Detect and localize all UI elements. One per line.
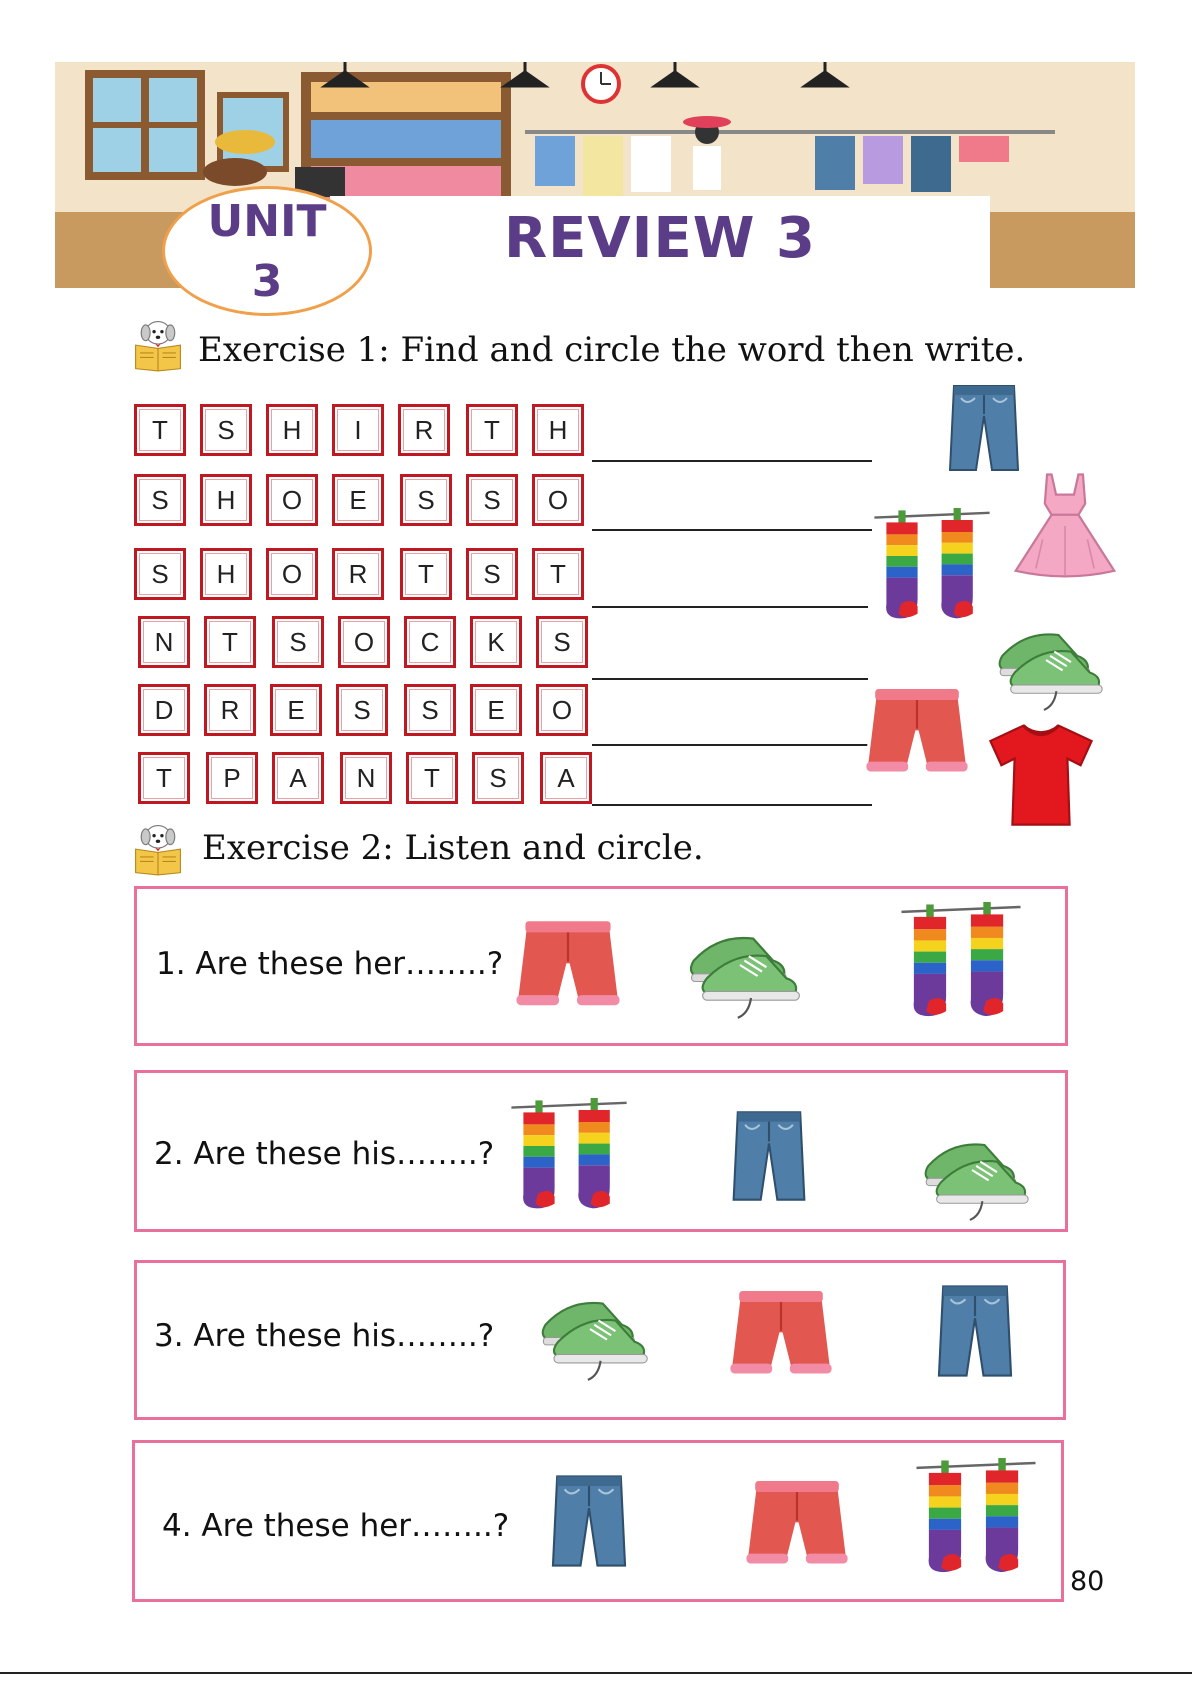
- letter-box[interactable]: T: [466, 404, 518, 456]
- write-line[interactable]: [592, 606, 868, 608]
- exercise2-heading: Exercise 2: Listen and circle.: [202, 828, 704, 868]
- shoes-icon: [978, 608, 1114, 712]
- write-line[interactable]: [592, 529, 872, 531]
- letter-box[interactable]: S: [336, 684, 388, 736]
- letter-box[interactable]: N: [138, 616, 190, 668]
- letter-box[interactable]: E: [270, 684, 322, 736]
- shoes-icon[interactable]: [904, 1118, 1040, 1222]
- letter-box[interactable]: D: [138, 684, 190, 736]
- socks-icon[interactable]: [506, 1098, 632, 1218]
- letter-box[interactable]: R: [204, 684, 256, 736]
- letter-box[interactable]: S: [134, 548, 186, 600]
- letter-box[interactable]: S: [472, 752, 524, 804]
- letter-box[interactable]: S: [134, 474, 186, 526]
- letter-box[interactable]: H: [200, 548, 252, 600]
- letter-box[interactable]: E: [332, 474, 384, 526]
- socks-icon[interactable]: [912, 1458, 1040, 1582]
- letter-box[interactable]: K: [470, 616, 522, 668]
- question-text: 1. Are these her……..?: [156, 946, 504, 982]
- page-number: 80: [1070, 1566, 1105, 1597]
- dress-icon: [1006, 470, 1124, 582]
- write-line[interactable]: [592, 804, 872, 806]
- letter-box[interactable]: A: [272, 752, 324, 804]
- letter-box[interactable]: H: [200, 474, 252, 526]
- shorts-icon: [852, 678, 982, 788]
- letter-box[interactable]: S: [536, 616, 588, 668]
- pants-icon: [930, 378, 1038, 478]
- letter-box[interactable]: C: [404, 616, 456, 668]
- letter-box[interactable]: R: [398, 404, 450, 456]
- letter-box[interactable]: S: [272, 616, 324, 668]
- letter-box[interactable]: O: [266, 474, 318, 526]
- letter-box[interactable]: T: [138, 752, 190, 804]
- pants-icon[interactable]: [534, 1468, 644, 1574]
- letter-box[interactable]: N: [340, 752, 392, 804]
- question-text: 3. Are these his……..?: [154, 1318, 495, 1354]
- pants-icon[interactable]: [920, 1278, 1030, 1384]
- letter-box[interactable]: E: [470, 684, 522, 736]
- write-line[interactable]: [592, 460, 872, 462]
- question-text: 2. Are these his……..?: [154, 1136, 495, 1172]
- exercise1-heading: Exercise 1: Find and circle the word then write.: [198, 330, 1026, 370]
- letter-box[interactable]: P: [206, 752, 258, 804]
- shorts-icon[interactable]: [716, 1280, 846, 1390]
- letter-box[interactable]: R: [332, 548, 384, 600]
- puppy-reading-book-icon: [130, 316, 186, 372]
- letter-box[interactable]: H: [266, 404, 318, 456]
- letter-box[interactable]: H: [532, 404, 584, 456]
- bottom-rule: [0, 1672, 1192, 1674]
- letter-box[interactable]: T: [406, 752, 458, 804]
- shoes-icon[interactable]: [672, 910, 808, 1020]
- letter-box[interactable]: T: [532, 548, 584, 600]
- tshirt-icon: [986, 718, 1096, 830]
- pants-icon[interactable]: [714, 1104, 824, 1208]
- write-line[interactable]: [592, 678, 868, 680]
- page-title: REVIEW 3: [503, 206, 817, 271]
- letter-box[interactable]: O: [338, 616, 390, 668]
- letter-box[interactable]: T: [400, 548, 452, 600]
- letter-box[interactable]: S: [404, 684, 456, 736]
- letter-box[interactable]: S: [400, 474, 452, 526]
- letter-box[interactable]: T: [134, 404, 186, 456]
- shorts-icon[interactable]: [732, 1470, 862, 1580]
- puppy-reading-book-icon: [130, 820, 186, 876]
- letter-box[interactable]: O: [536, 684, 588, 736]
- socks-icon: [870, 508, 994, 628]
- letter-box[interactable]: S: [200, 404, 252, 456]
- socks-icon[interactable]: [896, 902, 1026, 1026]
- letter-box[interactable]: S: [466, 548, 518, 600]
- letter-box[interactable]: I: [332, 404, 384, 456]
- question-text: 4. Are these her……..?: [162, 1508, 510, 1544]
- letter-box[interactable]: S: [466, 474, 518, 526]
- letter-box[interactable]: A: [540, 752, 592, 804]
- letter-box[interactable]: T: [204, 616, 256, 668]
- letter-box[interactable]: O: [266, 548, 318, 600]
- shoes-icon[interactable]: [522, 1276, 658, 1382]
- letter-box[interactable]: O: [532, 474, 584, 526]
- shorts-icon[interactable]: [502, 910, 634, 1022]
- write-line[interactable]: [592, 744, 868, 746]
- unit-label: UNIT 3: [207, 196, 327, 307]
